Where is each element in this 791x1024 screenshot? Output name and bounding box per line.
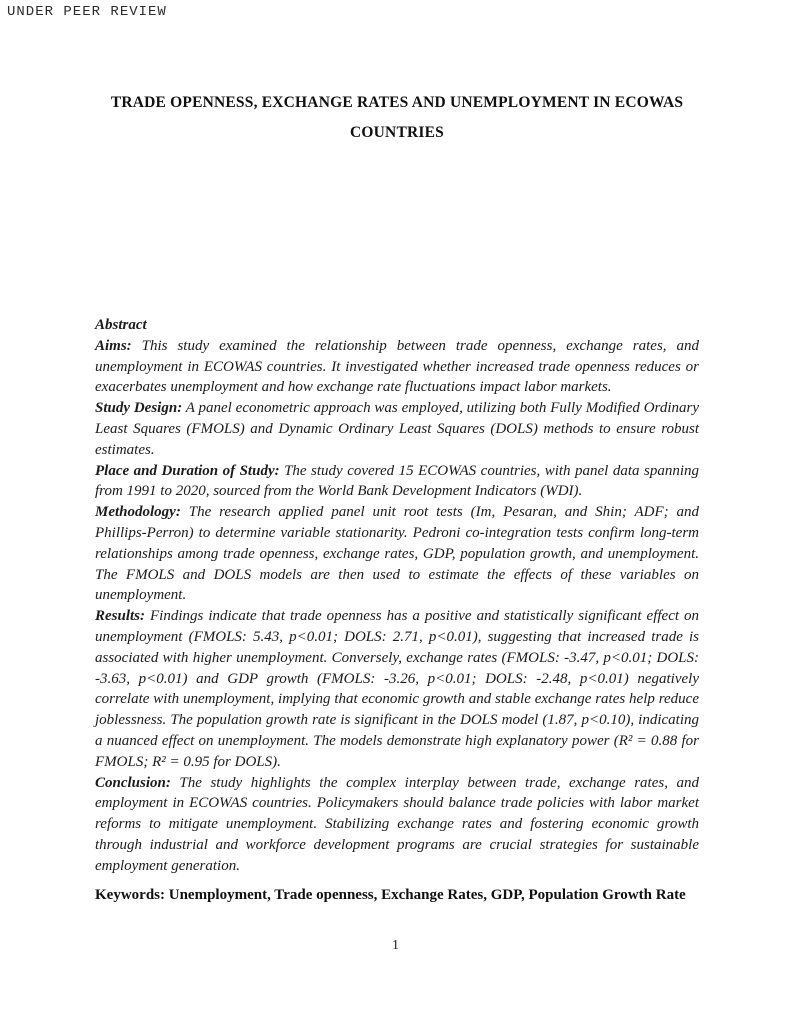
abstract-section [95, 315, 699, 877]
conclusion-text: The study highlights the complex interplay between trade, exchange rates, and employment in ECOWAS countries. Policymakers should balance trade policies with labor market reforms to mitigate unemployment. Stabilizing exchange rates and fostering economic growth through industrial and workforce development programs are crucial strategies for sustainable employment generation. [95, 774, 700, 874]
abstract-paragraph-aims [95, 336, 699, 398]
keywords-line [95, 885, 699, 906]
abstract-paragraph-study-design [95, 398, 699, 460]
paper-title-line2: COUNTRIES [350, 124, 444, 141]
page-number: 1 [392, 938, 399, 953]
place-duration-text: The study covered 15 ECOWAS countries, with panel data spanning from 1991 to 2020, sourced from the World Bank Development Indicators (WDI). [95, 462, 699, 500]
page-content [95, 0, 699, 906]
abstract-paragraph-methodology [95, 502, 699, 606]
paper-title-line1: TRADE OPENNESS, EXCHANGE RATES AND UNEMPLOYMENT IN ECOWAS [110, 94, 684, 111]
results-text: Findings indicate that trade openness has a positive and statistically significant effect on unemployment (FMOLS: 5.43, p<0.01; DOLS: 2.71, p<0.01), suggesting that increased trade is associated with higher unemployment. Conversely, exchange rates (FMOLS: -3.47, p<0.01; DOLS: -3.63, p<0.01) and GDP growth (FMOLS: -3.26, p<0.01; DOLS: -2.48, p<0.01) negatively correlate with unemployment, implying that economic growth and stable exchange rates help reduce joblessness. The population growth rate is significant in the DOLS model (1.87, p<0.10), indicating a nuanced effect on unemployment. The models demonstrate high explanatory power (R² = 0.88 for FMOLS; R² = 0.95 for DOLS). [95, 608, 700, 770]
peer-review-banner: UNDER PEER REVIEW [7, 4, 167, 20]
methodology-label: Methodology: [95, 504, 181, 521]
aims-text: This study examined the relationship between trade openness, exchange rates, and unemployment in ECOWAS countries. It investigated whether increased trade openness reduces or exacerbates unemployment and how exchange rate fluctuations impact labor markets. [95, 337, 699, 396]
conclusion-label: Conclusion: [95, 774, 171, 791]
abstract-paragraph-conclusion [95, 773, 699, 877]
results-label: Results: [95, 608, 146, 625]
keywords-label: Keywords: [95, 886, 165, 903]
abstract-paragraph-results [95, 606, 699, 772]
paper-title [95, 88, 699, 148]
aims-label: Aims: [95, 337, 132, 354]
abstract-heading: Abstract [95, 317, 147, 333]
place-duration-label: Place and Duration of Study: [95, 462, 280, 479]
abstract-paragraph-place-duration [95, 461, 699, 503]
methodology-text: The research applied panel unit root tests (Im, Pesaran, and Shin; ADF; and Phillips-Perron) to determine variable stationarity. Pedroni co-integration tests confirm long-term relationships among trade openness, exchange rates, GDP, population growth, and unemployment. The FMOLS and DOLS models are then used to estimate the effects of these variables on unemployment. [95, 504, 699, 604]
study-design-label: Study Design: [95, 400, 183, 417]
keywords-text: Unemployment, Trade openness, Exchange Rates, GDP, Population Growth Rate [168, 886, 686, 903]
study-design-text: A panel econometric approach was employed, utilizing both Fully Modified Ordinary Least Squares (FMOLS) and Dynamic Ordinary Least Squares (DOLS) methods to ensure robust estimates. [95, 400, 699, 458]
